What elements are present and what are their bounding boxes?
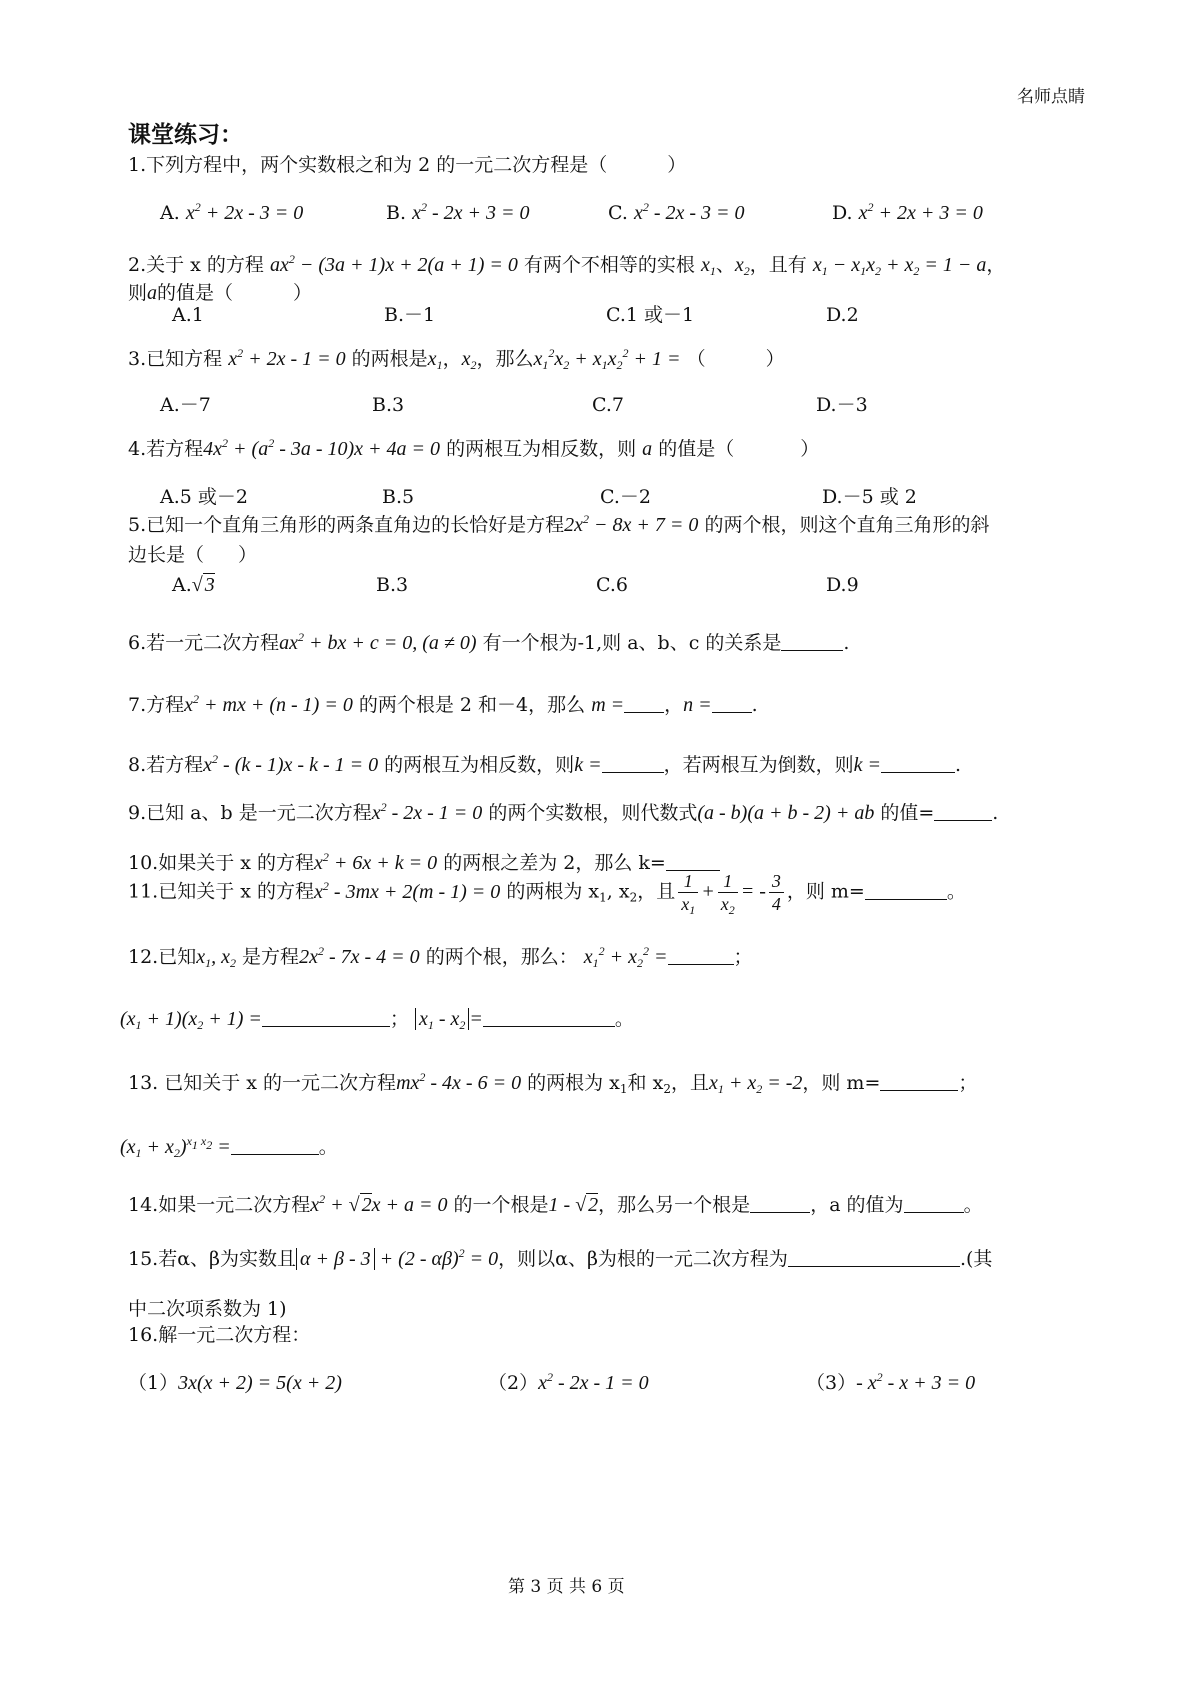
q3-option-d: D.－3 <box>816 394 868 416</box>
q4-options <box>160 484 1040 514</box>
q1-option-d: D. $x^2 + 2x + 3 = 0$ <box>832 200 983 224</box>
question-1 <box>128 152 686 178</box>
question-16: 16.解一元二次方程： <box>128 1324 311 1346</box>
q13-blank-1[interactable] <box>880 1072 958 1091</box>
q2-option-b: B.－1 <box>384 304 436 326</box>
q16-item-3: （3）- $x^2 - x + 3 = 0$ <box>806 1370 976 1394</box>
question-9: 9.已知 a、b 是一元二次方程$x^2 - 2x - 1 = 0$ 的两个实数根，则代数式(a - b)(a + b - 2) + ab 的值= . <box>128 800 999 824</box>
q5-option-c: C.6 <box>596 574 628 596</box>
q5-option-a: A.√ 3 <box>172 574 215 596</box>
question-2-line2: 则a的值是（ ） <box>128 282 313 304</box>
question-5: 5.已知一个直角三角形的两条直角边的长恰好是方程$2x^2 - 8x + 7 = 0$ 的两个根，则这个直角三角形的斜 <box>128 512 990 536</box>
question-15-line2: 中二次项系数为 1) <box>128 1298 287 1320</box>
q4-option-c: C.－2 <box>600 486 651 508</box>
q4-option-d: D.－5 或 2 <box>822 486 917 508</box>
q5-options <box>172 572 1052 602</box>
question-3: 3.已知方程 $x^2 + 2x - 1 = 0$ 的两根是$x_1$，$x_2$，那么$x_1^2x_2 + x_1x_2^2 + 1$ = （ ） <box>128 346 785 372</box>
q16-item-2: $(2)x^2 - 2x - 1 = 0$ <box>488 1370 649 1394</box>
question-7: 7.方程$x^2$ + mx + (n - 1) = 0 的两个根是 2 和－4，那么 m = ，n = . <box>128 692 758 716</box>
q7-blank-m[interactable] <box>624 694 664 713</box>
q4-option-a: A.5 或－2 <box>160 486 248 508</box>
q8-blank-1[interactable] <box>602 754 664 773</box>
header-note: 名师点睛 <box>1017 87 1085 107</box>
q9-blank[interactable] <box>934 802 992 821</box>
q16-item-1: （1）3x(x + 2) = 5(x + 2) <box>128 1372 342 1394</box>
q4-option-b: B.5 <box>382 486 415 508</box>
question-12: 12.已知$x_1$, $x_2$ 是方程$2x^2 - 7x - 4 = 0$ 的两个根，那么： $x_1^2 + x_2^2$ = ； <box>128 944 753 970</box>
page-footer: 第 3 页 共 6 页 <box>508 1577 625 1597</box>
question-12-line2: $(x_1 + 1)(x_2 + 1)$ = ； $x_1 - x_2$ = 。 <box>120 1008 634 1032</box>
question-10: 10.如果关于 x 的方程$x^2 + 6x + k = 0$ 的两根之差为 2，那么 k= <box>128 850 720 876</box>
q3-option-c: C.7 <box>592 394 624 416</box>
q3-option-b: B.3 <box>372 394 405 416</box>
q2-option-c: C.1 或－1 <box>606 304 695 326</box>
question-8: 8.若方程$x^2 - (k - 1)x - k - 1 = 0$ 的两根互为相反数，则k = ，若两根互为倒数，则k = . <box>128 752 961 776</box>
q8-blank-2[interactable] <box>881 754 955 773</box>
q1-option-c: C. $x^2 - 2x - 3 = 0$ <box>608 200 745 224</box>
question-15: 15.若α、β为实数且 α + β - 3 + (2 - αβ)$^2$ = 0，则以α、β为根的一元二次方程为 .(其 <box>128 1246 993 1270</box>
q6-blank[interactable] <box>781 632 843 651</box>
q1-options <box>160 200 1040 230</box>
q5-option-d: D.9 <box>826 574 859 596</box>
question-2: 2.关于 x 的方程 $ax^2 - (3a + 1)x + 2(a + 1) = 0$ 有两个不相等的实根 $x_1$、$x_2$，且有 $x_1 - x_1x_2 + x_2 = 1 - a$， <box>128 252 1006 278</box>
question-11: 11.已知关于 x 的方程$x^2 - 3mx + 2(m - 1) = 0$ 的两根为 $x_1$, $x_2$，且 $\frac{1}{x_1}$ + $\frac{1}{x_2}$ = - $\frac{3}{4}$ ，则 m= 。 <box>128 871 966 917</box>
q14-blank-2[interactable] <box>904 1194 964 1213</box>
q13-blank-2[interactable] <box>231 1136 319 1155</box>
q2-options <box>172 302 1052 332</box>
section-title: 课堂练习： <box>128 122 243 148</box>
question-4: 4.若方程$4x^2 + (a^2 - 3a - 10)x + 4a = 0$ 的两根互为相反数，则 a 的值是（ ） <box>128 436 820 460</box>
q11-blank[interactable] <box>865 881 947 900</box>
q16-items <box>128 1370 1068 1400</box>
q12-blank-3[interactable] <box>483 1008 615 1027</box>
q1-option-a: A. $x^2 + 2x - 3 = 0$ <box>160 200 304 224</box>
q14-blank-1[interactable] <box>750 1194 810 1213</box>
q2-option-a: A.1 <box>172 304 204 326</box>
q1-option-b: B. $x^2 - 2x + 3 = 0$ <box>386 200 530 224</box>
q10-blank[interactable] <box>666 852 720 871</box>
question-14: 14.如果一元二次方程$x^2$ + √ 2x + a = 0 的一个根是1 - √ 2，那么另一个根是 ，a 的值为 。 <box>128 1192 983 1216</box>
q1-close: ） <box>667 154 687 176</box>
q1-text: 1.下列方程中，两个实数根之和为 2 的一元二次方程是（ <box>128 154 608 176</box>
question-13-line2: $(x_1 + x_2)^{x_1 x_2}$ = 。 <box>120 1134 338 1160</box>
q12-blank-2[interactable] <box>262 1008 390 1027</box>
q5-option-b: B.3 <box>376 574 409 596</box>
q12-blank-1[interactable] <box>668 946 734 965</box>
q7-blank-n[interactable] <box>712 694 752 713</box>
question-6: 6.若一元二次方程$ax^2$ + bx + c = 0, (a ≠ 0) 有一个根为-1,则 a、b、c 的关系是 . <box>128 630 850 654</box>
q3-option-a: A.－7 <box>160 394 211 416</box>
q3-options <box>160 392 1040 422</box>
q15-blank[interactable] <box>788 1248 960 1267</box>
question-5-line2: 边长是（ ） <box>128 544 258 566</box>
q2-option-d: D.2 <box>826 304 859 326</box>
question-13: 13. 已知关于 x 的一元二次方程$mx^2 - 4x - 6 = 0$ 的两根为 $x_1$和 $x_2$，且$x_1 + x_2 = -2$，则 m= ； <box>128 1070 978 1096</box>
